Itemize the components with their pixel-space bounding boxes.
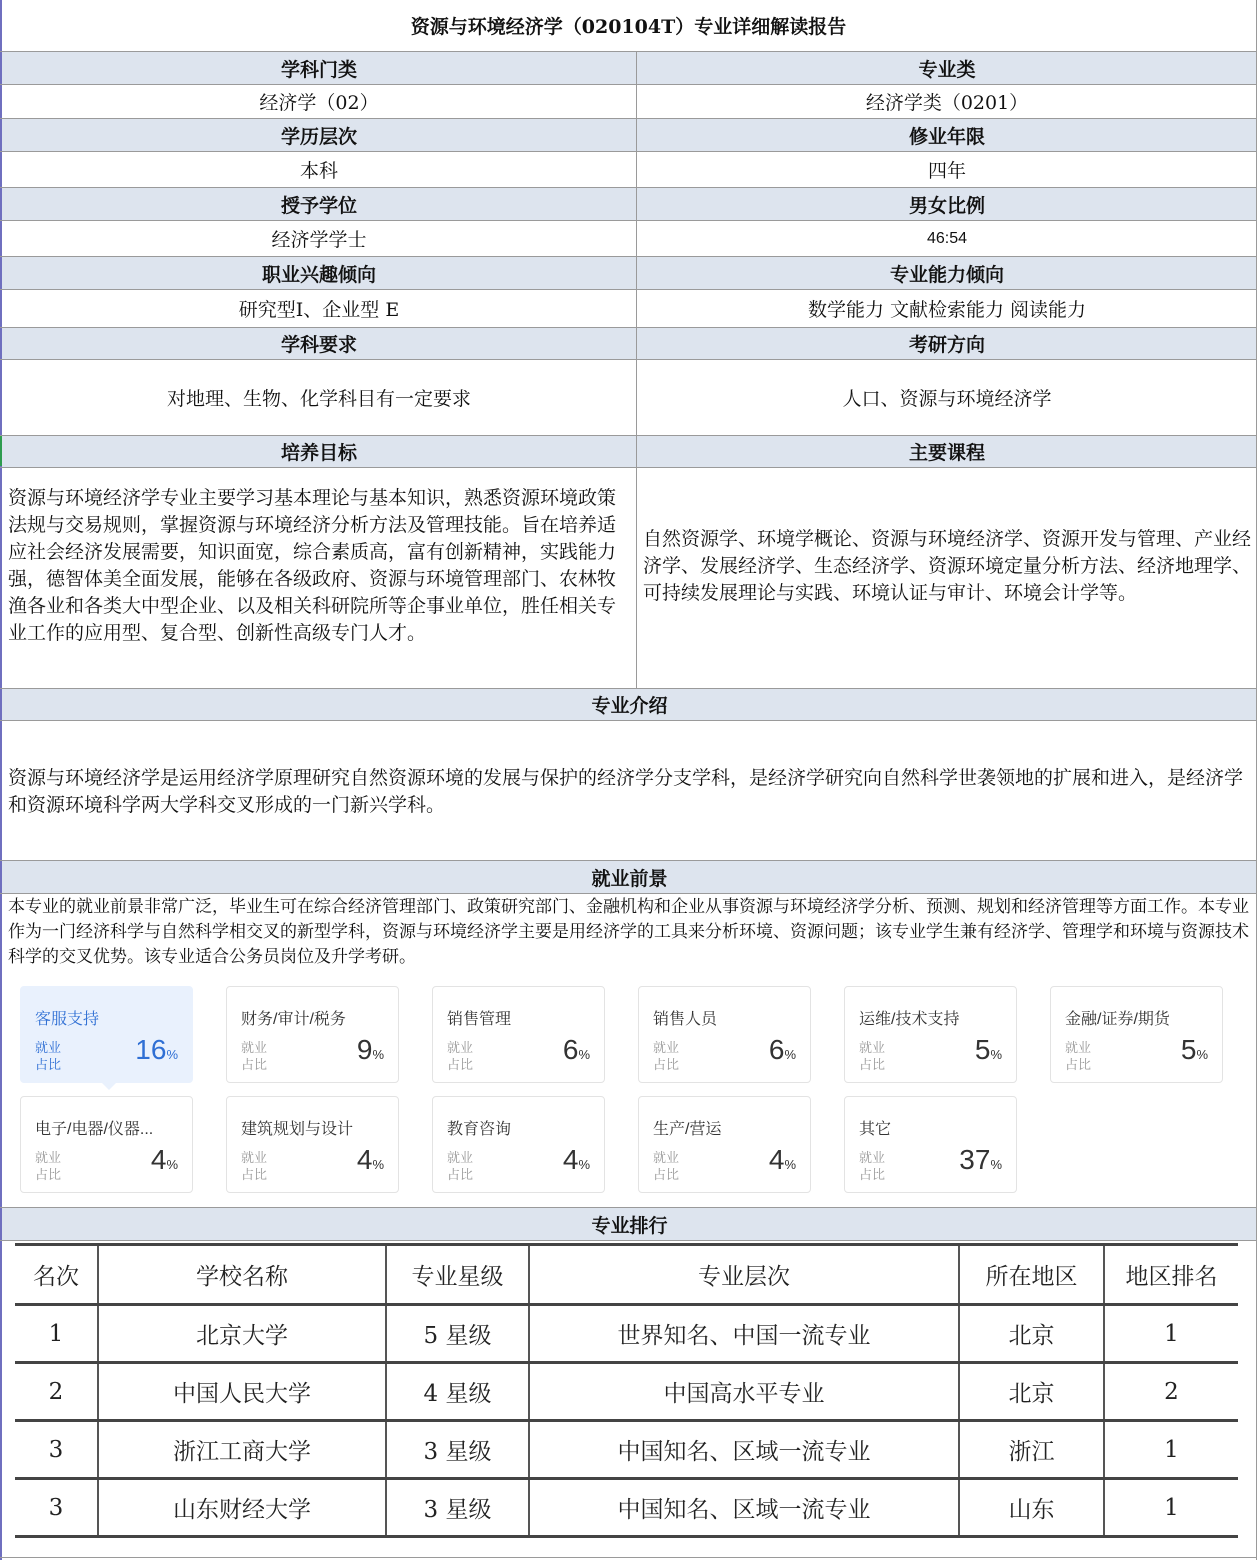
percent-sign: % <box>784 1157 796 1172</box>
job-share-label-line1: 就业 <box>241 1150 268 1165</box>
degree-level-value: 本科 <box>299 160 338 182</box>
major-class-value: 经济学类（0201） <box>865 92 1029 114</box>
job-share-value <box>563 1034 590 1066</box>
region-cell: 山东 <box>959 1479 1104 1537</box>
stars-col-header: 专业星级 <box>386 1245 529 1305</box>
job-share-label-line1: 就业 <box>653 1150 680 1165</box>
job-share-label-line1: 就业 <box>859 1150 886 1165</box>
table-row <box>15 1305 1238 1363</box>
percent-sign: % <box>784 1047 796 1062</box>
level-cell: 中国高水平专业 <box>529 1363 959 1421</box>
job-share-number: 4 <box>356 1144 373 1175</box>
job-name: 电子/电器/仪器... <box>35 1121 154 1138</box>
job-share-label-line1: 就业 <box>1065 1040 1092 1055</box>
job-share-label <box>653 1149 679 1183</box>
school-cell: 北京大学 <box>98 1305 386 1363</box>
job-share-label <box>859 1149 885 1183</box>
job-share-label-line1: 就业 <box>241 1040 268 1055</box>
job-share-value <box>151 1144 178 1176</box>
job-share-number: 6 <box>768 1034 785 1065</box>
job-share-label-line1: 就业 <box>447 1040 474 1055</box>
job-card[interactable] <box>226 986 399 1083</box>
job-share-label-line2: 占比 <box>859 1057 886 1072</box>
subject-requirement-label: 学科要求 <box>2 328 636 359</box>
job-share-value <box>135 1034 178 1066</box>
duration-label: 修业年限 <box>637 119 1257 151</box>
job-share-value <box>769 1144 796 1176</box>
job-card[interactable] <box>432 1096 605 1193</box>
job-share-number: 4 <box>150 1144 167 1175</box>
job-share-number: 5 <box>974 1034 991 1065</box>
active-card-pointer <box>101 1082 117 1090</box>
region-rank-col-header: 地区排名 <box>1104 1245 1238 1305</box>
job-name: 教育咨询 <box>447 1121 512 1138</box>
gender-ratio-label: 男女比例 <box>637 188 1257 220</box>
job-share-label <box>447 1039 473 1073</box>
ability-label: 专业能力倾向 <box>637 257 1257 289</box>
level-cell: 中国知名、区域一流专业 <box>529 1479 959 1537</box>
percent-sign: % <box>166 1157 178 1172</box>
degree-level-label: 学历层次 <box>2 119 636 151</box>
rank-cell: 3 <box>15 1421 98 1479</box>
job-name: 建筑规划与设计 <box>241 1121 354 1138</box>
region-col-header: 所在地区 <box>959 1245 1104 1305</box>
goals-label: 培养目标 <box>2 436 636 467</box>
job-card[interactable] <box>638 986 811 1083</box>
employment-text: 本专业的就业前景非常广泛，毕业生可在综合经济管理部门、政策研究部门、金融机构和企业从事资源与环境经济学分析、预测、规划和经济管理等方面工作。本专业作为一门经济科学与自然科学相交叉的新型学科，资源与环境经济学主要是用经济学的工具来分析环境、资源问题；该专业学生兼有经济学、管理学和环境与资源技术科学的交叉优势。该专业适合公务员岗位及升学考研。 <box>8 897 1249 967</box>
job-share-label-line2: 占比 <box>241 1167 268 1182</box>
job-share-label-line2: 占比 <box>653 1167 680 1182</box>
job-share-number: 5 <box>1180 1034 1197 1065</box>
career-interest-label: 职业兴趣倾向 <box>2 257 636 289</box>
percent-sign: % <box>372 1157 384 1172</box>
level-cell: 世界知名、中国一流专业 <box>529 1305 959 1363</box>
rank-cell: 3 <box>15 1479 98 1537</box>
job-share-number: 9 <box>356 1034 373 1065</box>
stars-cell: 3 星级 <box>386 1479 529 1537</box>
gender-ratio-value: 46:54 <box>926 229 968 247</box>
job-name: 销售管理 <box>447 1011 512 1028</box>
degree-awarded-label: 授予学位 <box>2 188 636 220</box>
job-card[interactable] <box>432 986 605 1083</box>
postgrad-direction-value: 人口、资源与环境经济学 <box>842 388 1052 410</box>
job-share-label <box>241 1039 267 1073</box>
job-share-value <box>563 1144 590 1176</box>
job-card[interactable] <box>20 1096 193 1193</box>
job-share-number: 4 <box>768 1144 785 1175</box>
job-share-value <box>357 1034 384 1066</box>
table-row <box>15 1479 1238 1537</box>
ranking-label: 专业排行 <box>2 1208 1257 1240</box>
job-share-label-line1: 就业 <box>35 1150 62 1165</box>
job-share-label <box>1065 1039 1091 1073</box>
degree-awarded-value: 经济学学士 <box>271 229 367 251</box>
major-class-label: 专业类 <box>637 52 1257 84</box>
percent-sign: % <box>990 1157 1002 1172</box>
stars-cell: 5 星级 <box>386 1305 529 1363</box>
subject-requirement-value: 对地理、生物、化学科目有一定要求 <box>166 388 471 410</box>
ranking-header-row <box>15 1245 1238 1305</box>
job-card[interactable] <box>226 1096 399 1193</box>
rank-cell: 1 <box>15 1305 98 1363</box>
job-share-label-line2: 占比 <box>35 1167 62 1182</box>
job-card[interactable] <box>20 986 193 1083</box>
job-share-label-line1: 就业 <box>35 1040 62 1055</box>
job-name: 生产/营运 <box>653 1121 722 1138</box>
intro-text: 资源与环境经济学是运用经济学原理研究自然资源环境的发展与保护的经济学分支学科，是经济学研究向自然科学世袭领地的扩展和进入，是经济学和资源环境科学两大学科交叉形成的一门新兴学科。 <box>8 767 1244 816</box>
category-value: 经济学（02） <box>259 92 379 114</box>
job-share-value <box>357 1144 384 1176</box>
table-row <box>15 1421 1238 1479</box>
job-share-label-line1: 就业 <box>447 1150 474 1165</box>
job-share-value <box>959 1144 1002 1176</box>
job-name: 销售人员 <box>653 1011 718 1028</box>
percent-sign: % <box>990 1047 1002 1062</box>
table-row <box>15 1363 1238 1421</box>
job-share-label <box>35 1149 61 1183</box>
rank-cell: 2 <box>15 1363 98 1421</box>
courses-label: 主要课程 <box>637 436 1257 467</box>
job-share-label <box>447 1149 473 1183</box>
region-cell: 浙江 <box>959 1421 1104 1479</box>
region-cell: 北京 <box>959 1363 1104 1421</box>
stars-cell: 4 星级 <box>386 1363 529 1421</box>
job-share-label-line2: 占比 <box>447 1167 474 1182</box>
job-share-number: 4 <box>562 1144 579 1175</box>
percent-sign: % <box>578 1047 590 1062</box>
report-title: 资源与环境经济学（020104T）专业详细解读报告 <box>0 0 1257 52</box>
job-share-label <box>35 1039 61 1073</box>
intro-label: 专业介绍 <box>2 689 1257 720</box>
career-interest-value: 研究型I、企业型 E <box>238 299 400 321</box>
region-rank-cell: 1 <box>1104 1305 1238 1363</box>
rank-col-header: 名次 <box>15 1245 98 1305</box>
school-cell: 浙江工商大学 <box>98 1421 386 1479</box>
job-share-number: 16 <box>135 1034 167 1065</box>
percent-sign: % <box>1196 1047 1208 1062</box>
job-share-value <box>1181 1034 1208 1066</box>
level-col-header: 专业层次 <box>529 1245 959 1305</box>
school-cell: 山东财经大学 <box>98 1479 386 1537</box>
job-name: 运维/技术支持 <box>859 1011 960 1028</box>
job-share-number: 37 <box>959 1144 991 1175</box>
percent-sign: % <box>578 1157 590 1172</box>
job-share-label-line2: 占比 <box>1065 1057 1092 1072</box>
job-name: 客服支持 <box>35 1011 100 1028</box>
job-share-label <box>859 1039 885 1073</box>
job-share-value <box>769 1034 796 1066</box>
employment-label: 就业前景 <box>2 861 1257 893</box>
postgrad-direction-label: 考研方向 <box>637 328 1257 359</box>
job-name: 金融/证券/期货 <box>1065 1011 1170 1028</box>
job-share-label-line2: 占比 <box>859 1167 886 1182</box>
category-label: 学科门类 <box>2 52 636 84</box>
job-card[interactable] <box>638 1096 811 1193</box>
job-share-label-line1: 就业 <box>859 1040 886 1055</box>
percent-sign: % <box>166 1047 178 1062</box>
stars-cell: 3 星级 <box>386 1421 529 1479</box>
percent-sign: % <box>372 1047 384 1062</box>
job-share-number: 6 <box>562 1034 579 1065</box>
job-name: 其它 <box>859 1121 892 1138</box>
job-card[interactable] <box>844 1096 1017 1193</box>
job-card[interactable] <box>844 986 1017 1083</box>
ability-value: 数学能力 文献检索能力 阅读能力 <box>807 299 1087 321</box>
goals-text: 资源与环境经济学专业主要学习基本理论与基本知识，熟悉资源环境政策法规与交易规则，掌握资源与环境经济分析方法及管理技能。旨在培养适应社会经济发展需要，知识面宽，综合素质高，富有创新精神，实践能力强，德智体美全面发展，能够在各级政府、资源与环境管理部门、农林牧渔各业和各类大中型企业、以及相关科研院所等企事业单位，胜任相关专业工作的应用型、复合型、创新性高级专门人才。 <box>8 487 617 644</box>
job-share-label <box>241 1149 267 1183</box>
region-rank-cell: 1 <box>1104 1421 1238 1479</box>
job-share-label <box>653 1039 679 1073</box>
region-rank-cell: 2 <box>1104 1363 1238 1421</box>
level-cell: 中国知名、区域一流专业 <box>529 1421 959 1479</box>
ranking-table <box>15 1243 1238 1538</box>
job-share-label-line1: 就业 <box>653 1040 680 1055</box>
job-share-label-line2: 占比 <box>447 1057 474 1072</box>
job-card[interactable] <box>1050 986 1223 1083</box>
school-cell: 中国人民大学 <box>98 1363 386 1421</box>
duration-value: 四年 <box>927 160 966 182</box>
job-share-label-line2: 占比 <box>35 1057 62 1072</box>
job-share-label-line2: 占比 <box>241 1057 268 1072</box>
school-col-header: 学校名称 <box>98 1245 386 1305</box>
region-cell: 北京 <box>959 1305 1104 1363</box>
job-share-label-line2: 占比 <box>653 1057 680 1072</box>
region-rank-cell: 1 <box>1104 1479 1238 1537</box>
job-name: 财务/审计/税务 <box>241 1011 346 1028</box>
courses-text: 自然资源学、环境学概论、资源与环境经济学、资源开发与管理、产业经济学、发展经济学、生态经济学、资源环境定量分析方法、经济地理学、可持续发展理论与实践、环境认证与审计、环境会计学等。 <box>643 528 1252 604</box>
job-share-value <box>975 1034 1002 1066</box>
